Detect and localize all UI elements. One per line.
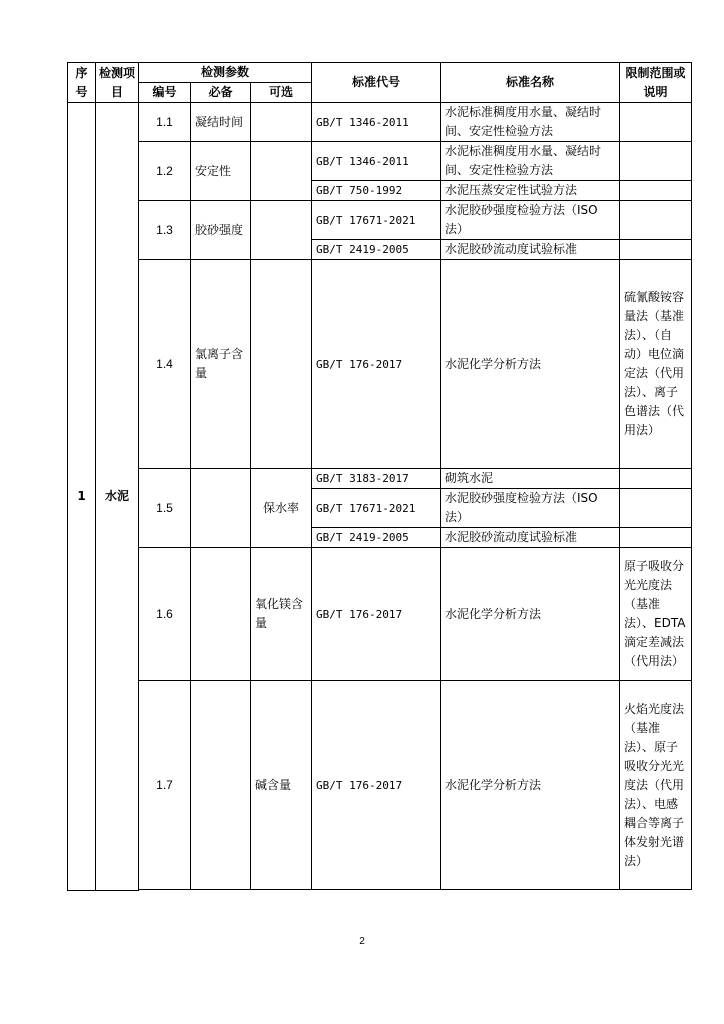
std-name: 水泥化学分析方法 [441, 260, 620, 469]
row-param [191, 681, 251, 890]
row-param [191, 548, 251, 681]
std-code: GB/T 1346-2011 [312, 103, 441, 142]
std-code: GB/T 176-2017 [312, 548, 441, 681]
row-limit [620, 201, 692, 240]
row-code: 1.2 [139, 142, 191, 201]
row-limit [620, 103, 692, 142]
row-param: 胶砂强度 [191, 201, 251, 260]
row-optional [251, 103, 312, 142]
header-std-code: 标准代号 [312, 63, 441, 103]
header-optional: 可选 [251, 83, 312, 103]
std-code: GB/T 750-1992 [312, 181, 441, 201]
row-param [191, 469, 251, 548]
std-name: 水泥压蒸安定性试验方法 [441, 181, 620, 201]
header-params: 检测参数 [139, 63, 312, 83]
row-limit: 火焰光度法（基准法）、原子吸收分光光度法（代用法）、电感耦合等离子体发射光谱法） [620, 681, 692, 890]
table-spacer [139, 890, 692, 891]
std-name: 水泥化学分析方法 [441, 548, 620, 681]
header-item: 检测项目 [96, 63, 139, 103]
header-code: 编号 [139, 83, 191, 103]
header-limit: 限制范围或说明 [620, 63, 692, 103]
row-limit [620, 142, 692, 181]
std-code: GB/T 176-2017 [312, 681, 441, 890]
std-name: 水泥化学分析方法 [441, 681, 620, 890]
std-name: 水泥标准稠度用水量、凝结时间、安定性检验方法 [441, 142, 620, 181]
row-code: 1.3 [139, 201, 191, 260]
std-code: GB/T 17671-2021 [312, 489, 441, 528]
std-code: GB/T 2419-2005 [312, 528, 441, 548]
page-number: 2 [359, 936, 365, 947]
row-optional [251, 142, 312, 201]
std-code: GB/T 176-2017 [312, 260, 441, 469]
row-optional: 保水率 [251, 469, 312, 548]
row-param: 凝结时间 [191, 103, 251, 142]
header-std-name: 标准名称 [441, 63, 620, 103]
std-name: 水泥胶砂强度检验方法（ISO法） [441, 201, 620, 240]
row-code: 1.7 [139, 681, 191, 890]
row-optional [251, 260, 312, 469]
row-optional: 氧化镁含量 [251, 548, 312, 681]
row-limit [620, 528, 692, 548]
header-required: 必备 [191, 83, 251, 103]
std-code: GB/T 3183-2017 [312, 469, 441, 489]
std-name: 水泥标准稠度用水量、凝结时间、安定性检验方法 [441, 103, 620, 142]
row-code: 1.4 [139, 260, 191, 469]
row-limit [620, 181, 692, 201]
row-limit [620, 240, 692, 260]
row-limit: 原子吸收分光光度法（基准法）、EDTA滴定差减法（代用法） [620, 548, 692, 681]
header-seq: 序号 [68, 63, 96, 103]
standards-table [67, 62, 692, 891]
std-name: 砌筑水泥 [441, 469, 620, 489]
row-optional: 碱含量 [251, 681, 312, 890]
row-limit: 硫氰酸铵容量法（基准法）、（自动）电位滴定法（代用法）、离子色谱法（代用法） [620, 260, 692, 469]
group-item: 水泥 [96, 103, 139, 891]
group-seq: 1 [68, 103, 96, 891]
std-name: 水泥胶砂流动度试验标准 [441, 240, 620, 260]
row-code: 1.1 [139, 103, 191, 142]
std-code: GB/T 17671-2021 [312, 201, 441, 240]
row-limit [620, 469, 692, 489]
std-name: 水泥胶砂强度检验方法（ISO法） [441, 489, 620, 528]
std-code: GB/T 2419-2005 [312, 240, 441, 260]
row-param: 安定性 [191, 142, 251, 201]
row-code: 1.6 [139, 548, 191, 681]
row-optional [251, 201, 312, 260]
row-limit [620, 489, 692, 528]
std-code: GB/T 1346-2011 [312, 142, 441, 181]
std-name: 水泥胶砂流动度试验标准 [441, 528, 620, 548]
row-code: 1.5 [139, 469, 191, 548]
row-param: 氯离子含量 [191, 260, 251, 469]
